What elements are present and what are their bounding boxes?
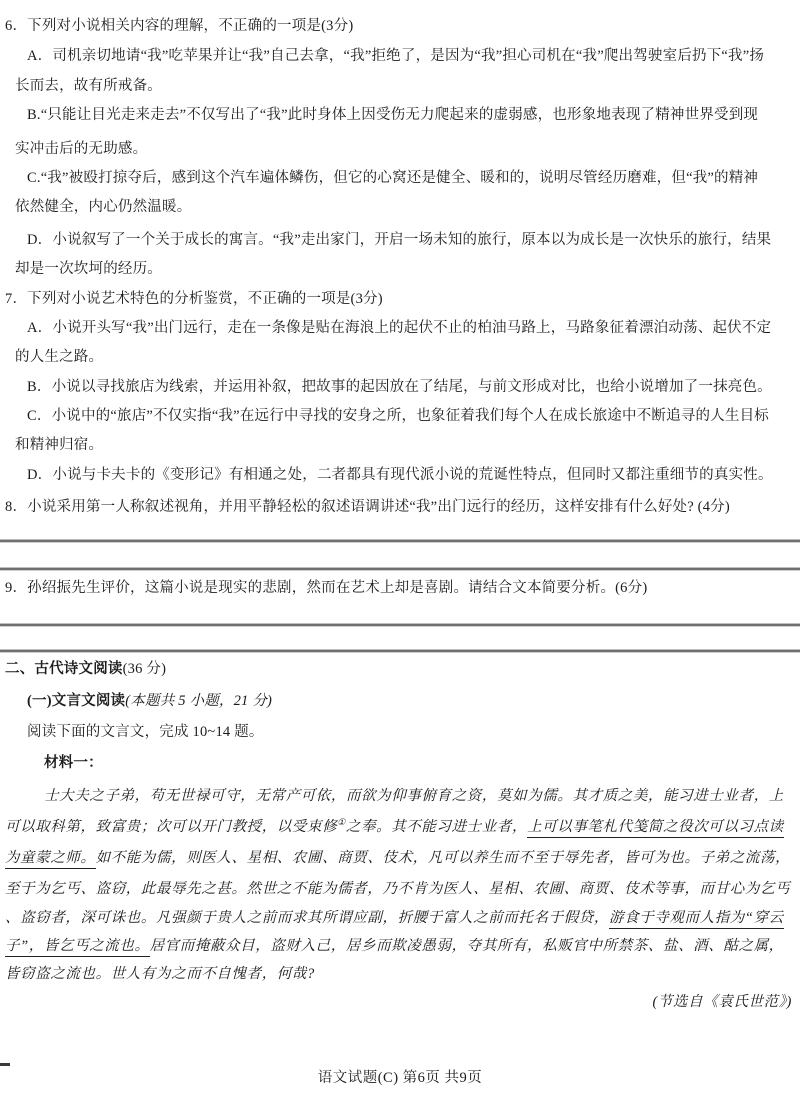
question-9-stem <box>5 578 647 598</box>
question-6-option-b-wrap <box>15 139 147 159</box>
classical-text-line <box>5 879 790 899</box>
answer-line <box>0 567 800 571</box>
text-segment: (36 分) <box>122 661 167 677</box>
question-8-stem <box>5 497 730 517</box>
text-segment: B.“只能让目光走来走去”不仅写出了“我”此时身体上因受伤无力爬起来的虚弱感，也形象地表现了精神世界受到现 <box>27 107 759 123</box>
text-segment: 皆窃盗之流也。世人有为之而不自愧者，何哉? <box>5 966 315 982</box>
text-segment: D．小说叙写了一个关于成长的寓言。“我”走出家门，开启一场未知的旅行，原本以为成长是一次快乐的旅行，结果 <box>27 232 772 248</box>
text-segment: 之奉。其不能习进士业者， <box>345 819 528 835</box>
question-6-option-d-wrap <box>15 259 162 279</box>
text-segment: B．小说以寻找旅店为线索，并运用补叙，把故事的起因放在了结尾，与前文形成对比，也给小说增加了一抹亮色。 <box>27 379 772 395</box>
question-6-stem <box>5 16 353 36</box>
underlined-text: 上可以事笔札代笺简之役次可以习点读 <box>527 819 784 838</box>
text-segment: C．小说中的“旅店”不仅实指“我”在远行中寻找的安身之所，也象征着我们每个人在成长旅途中不断追寻的人生目标 <box>27 408 770 424</box>
part-one-heading <box>27 691 272 711</box>
text-segment: D．小说与卡夫卡的《变形记》有相通之处，二者都具有现代派小说的荒诞性特点，但同时又都注重细节的真实性。 <box>27 467 773 483</box>
material-one-label <box>44 753 103 773</box>
question-6-option-d <box>27 230 771 250</box>
text-segment: 9．孙绍振先生评价，这篇小说是现实的悲剧，然而在艺术上却是喜剧。请结合文本简要分析。(6分) <box>5 580 648 596</box>
text-segment: 的人生之路。 <box>15 349 104 365</box>
text-segment: A．小说开头写“我”出门远行，走在一条像是贴在海浪上的起伏不止的柏油马路上，马路象征着漂泊动荡、起伏不定 <box>27 320 772 336</box>
classical-text-line <box>5 936 784 956</box>
question-7-option-a <box>27 318 771 338</box>
text-segment: 却是一次坎坷的经历。 <box>15 261 162 277</box>
question-7-option-c <box>27 406 769 426</box>
text-segment: A．司机亲切地请“我”吃苹果并让“我”自己去拿，“我”拒绝了，是因为“我”担心司机在“我”爬出驾驶室后扔下“我”扬 <box>27 48 765 64</box>
text-segment: ① <box>337 817 346 828</box>
text-segment: 依然健全，内心仍然温暖。 <box>15 199 192 215</box>
text-segment: 二、古代诗文阅读 <box>5 661 123 677</box>
classical-text-line <box>5 964 315 984</box>
question-6-option-a-wrap <box>15 76 162 96</box>
text-segment: 居官而掩蔽众目，盗财入己，居乡而欺凌愚弱，夺其所有，私贩官中所禁茶、盐、酒、酤之属， <box>149 938 784 954</box>
text-segment: 阅读下面的文言文，完成 10~14 题。 <box>27 724 264 740</box>
underlined-text: 游食于寺观而人指为“穿云 <box>609 910 784 929</box>
text-segment: 6．下列对小说相关内容的理解，不正确的一项是(3分) <box>5 18 354 34</box>
answer-line <box>0 649 800 653</box>
text-segment: (节选自《袁氏世范》) <box>652 994 792 1010</box>
answer-line <box>0 539 800 543</box>
underlined-text: 为童蒙之师。 <box>5 850 96 869</box>
question-7-option-d <box>27 465 773 485</box>
text-segment: 和精神归宿。 <box>15 437 104 453</box>
text-segment: 7．下列对小说艺术特色的分析鉴赏，不正确的一项是(3分) <box>5 291 383 307</box>
question-7-option-c-wrap <box>15 435 103 455</box>
question-6-option-a <box>27 46 764 66</box>
reading-instruction <box>27 722 264 742</box>
text-segment: 至于为乞丐、盗窃，此最辱先之甚。然世之不能为儒者，乃不肯为医人、星相、农圃、商贾、伎术等事，而甘心为乞丐 <box>5 881 791 897</box>
question-6-option-c-wrap <box>15 197 191 217</box>
text-segment: 如不能为儒，则医人、星相、农圃、商贾、伎术，凡可以养生而不至于辱先者，皆可为也。子弟之流荡， <box>95 850 791 866</box>
question-7-option-a-wrap <box>15 347 103 367</box>
classical-text-line <box>5 817 784 837</box>
question-7-stem <box>5 289 383 309</box>
classical-text-line <box>44 786 784 806</box>
question-6-option-b <box>27 105 758 125</box>
text-segment: 可以取科第，致富贵；次可以开门教授，以受束修 <box>5 819 338 835</box>
text-segment: (一)文言文阅读 <box>27 693 126 709</box>
classical-text-line <box>5 848 790 868</box>
question-6-option-c <box>27 168 758 188</box>
text-segment: 长而去，故有所戒备。 <box>15 78 162 94</box>
text-segment: (本题共 5 小题，21 分) <box>125 693 273 709</box>
text-segment: 实冲击后的无助感。 <box>15 141 148 157</box>
classical-text-line <box>5 908 784 928</box>
underlined-text: 子”，皆乞丐之流也。 <box>5 938 150 957</box>
text-segment: 材料一： <box>44 755 103 771</box>
page-footer: 语文试题(C) 第6页 共9页 <box>317 1070 483 1086</box>
text-segment: C.“我”被殴打掠夺后，感到这个汽车遍体鳞伤，但它的心窝还是健全、暖和的，说明尽管经历磨难，但“我”的精神 <box>27 170 759 186</box>
answer-line <box>0 623 800 627</box>
question-7-option-b <box>27 377 772 397</box>
text-segment: 、盗窃者，深可诛也。凡强颜于贵人之前而求其所谓应副，折腰于富人之前而托名于假贷， <box>5 910 609 926</box>
text-segment: 8．小说采用第一人称叙述视角，并用平静轻松的叙述语调讲述“我”出门远行的经历，这样安排有什么好处? (4分) <box>5 499 730 515</box>
section-two-heading <box>5 659 166 679</box>
source-citation <box>652 992 792 1012</box>
text-segment: 士大夫之子弟，苟无世禄可守，无常产可依，而欲为仰事俯育之资，莫如为儒。其才质之美，能习进士业者，上 <box>44 788 784 804</box>
